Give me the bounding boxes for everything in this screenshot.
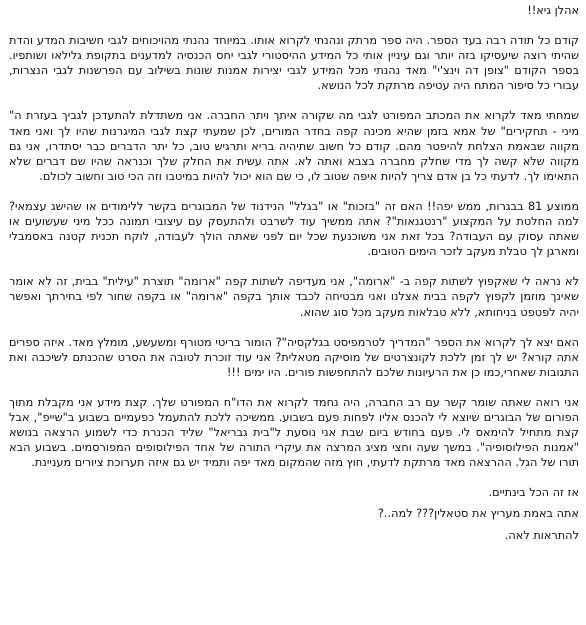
- letter-question-line: אתה באמת מעריץ את סטאלין??? למה..?: [377, 507, 579, 521]
- letter-signoff: להתראות לאה.: [504, 528, 579, 542]
- letter-paragraph-books: קודם כל תודה רבה בעד הספר. היה ספר מרתק ונהנתי לקרוא אותו. במיוחד נהנתי מהויכוחים לגבי חשיבות המדע והדת שהיתי רוצה שיעסיקו בזה יותר וגם עיניין אותי כל המידע ההיסטורי לגבי יחס הכנסיה למדענים בתקופת גלילאו ושותפיו. בספר הקודם "צופן דה וינצ'י" מאד נהנתי מכל המידע לגבי יצירות אמנות שונות בשילוב עם הפרשנות לגבי הנצרות, עבורי כל סיפור המתח היה עטיפה מרתקת לכל הנושא.: [9, 34, 579, 93]
- letter-paragraph-grades: ממוצע 81 בבגרות, ממש יפה!! האם זה "בזכות" או "בגלל" הנידנוד של המבוגרים בקשר ללימודים או שהישג עצמאי? למה החלטת על המקצוע "רנטגנאות"? אתה ממשיך עוד לשרבט ולהתעסק עם עיצובי תמונה ככל מיני שעשועים או שאתה עסוק עם העבודה? בכל זאת אני משוכנעת שכל יום לפני שאתה הולך לעבודה, לוקח תכנית קטנה באסמבלי ומארגן לך טבלת מעקב לזכר הימים הטובים.: [9, 199, 579, 259]
- letter-paragraph-friends: אני רואה שאתה שומר קשר עם רב החברה, היה נחמד לקרוא את הדו"ח המפורט שלך. קצת מידע אני מקבלת מתוך הפורום של הבוגרים שיוצא לי להכנס אליו לפחות פעם בשבוע. ממשיכה ללכת להתעמל כפעמיים בשבוע ב"שייפ", אבל קצת מתחיל להימאס לי. פעם בחודש ביום שבת אני נוסעת ל"בית גבריאל" שליד הכנרת כדי לשמוע הרצאה בנושא "אמנות הפילוסופיה". במשך שעה וחצי מציג המרצה את עיקרי התורה של אחד הפילוסופים המפורסמים. בשבוע הבא תורו של הגל. ההרצאה מאד מרתקת לדעתי, חוץ מזה שהמקום מאד יפה ותמיד יש גם איזה תערוכת ציורים מעניינת.: [9, 395, 579, 470]
- letter-paragraph-reading: האם יצא לך לקרוא את הספר "המדריך לטרמפיסט בגלקסיה"? הומור בריטי מטורף ומשעשע, מומלץ מאד. איזה ספרים אתה קורא? יש לך זמן ללכת לקונצרטים של מוסיקה מטאלית? אני עוד זוכרת לטובה את הסרט שהכנתם לשיכבה ואת התגובות שאחרי,כמו כן את הרעיונות שלכם להתחפשות פורים. היו ימים !!!: [9, 335, 579, 379]
- letter-closing-line: אז זה הכל בינתיים.: [488, 486, 579, 500]
- letter-paragraph-news: שמחתי מאד לקרוא את המכתב המפורט לגבי מה שקורה איתך ויתר החברה. אני משתדלת להתעדכן לגביך בעזרת ה" מיני - תחקירים" של אמא בזמן שהיא מכינה קפה בחדר המורים, לכן שמעתי קצת לגבי המיגרנות שהיו לך ואני מאד מקווה שבאמת הצלחת להיפטר מהם. קודם כל חשוב שתיהיה בריא ותרגיש טוב, כל יתר הדברים כבר יסתדרו, אני גם מקווה שלא קשה לך מדי שחלק מחברה בצבא ואתה לא. אתה עשית את החלק שלך וכנראה שהיו שם דברים שלא התאימו לך. לדעתי כל בן אדם צריך להיות איפה שטוב לו, כי שם הוא יכול להיות במיטבו וזה הכי טוב וחשוב לכולם.: [9, 109, 579, 183]
- letter-greeting: אהלן גיא!!: [527, 4, 579, 17]
- letter-paragraph-coffee: לא נראה לי שאקפוץ לשתות קפה ב- "ארומה", אני מעדיפה לשתות קפה "ארומה" תוצרת "עילית" בבית, זה לא אומר שאינך מוזמן לקפוץ לקפה בבית אצלנו ואני מבטיחה לכבד אותך בקפה "ארומה" או בקפה שחור לפי בחירתך ואפשר יהיה לפטפט בניחותא, ללא טבלאות מעקב מכל סוג שהוא.: [9, 275, 579, 319]
